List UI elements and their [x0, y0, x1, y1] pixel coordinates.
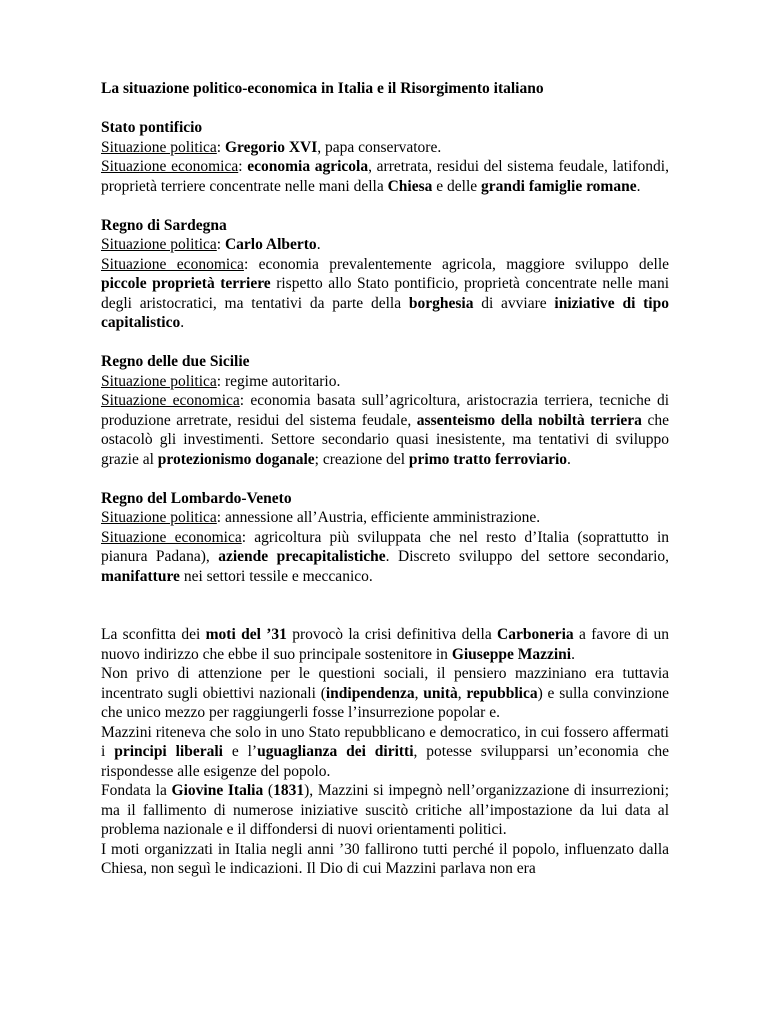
text-run: e delle — [432, 177, 482, 195]
section-stato-pontificio — [101, 118, 669, 196]
essay-body — [101, 625, 669, 879]
essay-paragraph — [101, 781, 669, 840]
key-term: Carlo Alberto — [224, 236, 317, 253]
key-term: repubblica — [466, 684, 538, 702]
text-run: e l’ — [222, 743, 258, 760]
situazione-politica — [101, 372, 669, 392]
text-run: : annessione all’Austria, efficiente amministrazione. — [216, 509, 541, 526]
key-term: Chiesa — [387, 177, 433, 195]
text-run: , arretrata, residui del sistema feudale, latifondi, proprietà terriere concentrate nelle mani della — [101, 158, 669, 195]
text-run: La sconfitta dei — [101, 626, 206, 643]
key-term: 1831 — [273, 782, 305, 799]
politica-label: Situazione politica — [101, 236, 217, 253]
politica-label: Situazione politica — [101, 372, 217, 390]
text-run: : economia basata sull’agricoltura, aristocrazia terriera, tecniche di produzione arretrate, residui del sistema feudale, — [101, 392, 669, 429]
section-regno-di-sardegna — [101, 216, 669, 333]
text-run: . — [180, 314, 185, 331]
economica-label: Situazione economica — [101, 392, 240, 409]
section-heading: Regno di Sardegna — [101, 216, 227, 234]
text-run: a favore di un nuovo indirizzo che ebbe il suo principale sostenitore in — [101, 626, 669, 663]
key-term: iniziative di tipo capitalistico — [101, 294, 669, 331]
essay-paragraph — [101, 664, 669, 723]
economica-label: Situazione economica — [101, 255, 244, 273]
text-run: , papa conservatore. — [317, 138, 442, 156]
situazione-economica — [101, 528, 669, 587]
situazione-economica — [101, 255, 669, 333]
text-run: : economia prevalentemente agricola, maggiore sviluppo delle — [243, 255, 669, 273]
text-run: : regime autoritario. — [216, 372, 341, 390]
text-run: Non privo di attenzione per le questioni sociali, il pensiero mazziniano era tuttavia incentrato sugli obiettivi nazionali ( — [101, 665, 669, 702]
section-heading: Regno del Lombardo-Veneto — [101, 489, 292, 507]
key-term: assenteismo della nobiltà terriera — [416, 411, 642, 429]
section-heading: Stato pontificio — [101, 119, 203, 136]
situazione-politica — [101, 138, 669, 158]
text-run: . — [636, 177, 641, 195]
text-run: . — [567, 450, 571, 468]
key-term: piccole proprietà terriere — [101, 275, 271, 292]
section-heading: Regno delle due Sicilie — [101, 353, 250, 370]
text-run: di avviare — [473, 294, 555, 312]
text-run: Fondata la — [101, 782, 172, 799]
key-term: protezionismo doganale — [157, 450, 315, 468]
document-title: La situazione politico-economica in Italia e il Risorgimento italiano — [101, 80, 544, 97]
key-term: Giovine Italia — [171, 782, 264, 799]
key-term: primo tratto ferroviario — [408, 450, 568, 468]
key-term: indipendenza — [325, 684, 415, 702]
text-run: . Discreto sviluppo del settore secondario, — [385, 548, 670, 565]
text-run: ) e sulla convinzione che unico mezzo per raggiungerli fosse l’insurrezione popolar e. — [101, 684, 669, 721]
text-run: che ostacolò gli investimenti. Settore secondario quasi inesistente, ma tentativi di sviluppo grazie al — [101, 411, 669, 468]
situazione-economica — [101, 391, 669, 469]
text-run: : — [238, 158, 248, 175]
text-run: , — [414, 684, 424, 702]
economica-label: Situazione economica — [101, 158, 239, 175]
text-run: ( — [263, 782, 274, 799]
key-term: uguaglianza dei diritti — [257, 743, 414, 760]
text-run: , — [457, 684, 467, 702]
key-term: unità — [423, 684, 458, 702]
key-term: borghesia — [408, 294, 474, 312]
text-run: : agricoltura più sviluppata che nel resto d’Italia (soprattutto in pianura Padana), — [101, 528, 669, 565]
key-term: Gregorio XVI — [224, 138, 318, 156]
section-regno-delle-due-sicilie — [101, 352, 669, 469]
text-run: Mazzini riteneva che solo in uno Stato repubblicano e democratico, in cui fossero affermati i — [101, 723, 669, 760]
economica-label: Situazione economica — [101, 528, 242, 546]
key-term: economia agricola — [247, 158, 369, 175]
situazione-politica — [101, 508, 669, 528]
key-term: manifatture — [101, 567, 180, 585]
essay-paragraph — [101, 723, 669, 782]
text-run: : — [216, 138, 225, 156]
politica-label: Situazione politica — [101, 138, 217, 156]
section-regno-del-lombardo-veneto — [101, 489, 669, 587]
key-term: grandi famiglie romane — [481, 177, 637, 195]
text-run: provocò la crisi definitiva della — [286, 626, 498, 643]
text-run: : — [216, 236, 225, 253]
text-run: . — [316, 236, 321, 253]
key-term: Carboneria — [497, 626, 574, 643]
key-term: Giuseppe Mazzini — [451, 645, 572, 663]
essay-paragraph — [101, 625, 669, 664]
politica-label: Situazione politica — [101, 509, 217, 526]
text-run: nei settori tessile e meccanico. — [179, 567, 373, 585]
text-run: ), Mazzini si impegnò nell’organizzazione di insurrezioni; ma il fallimento di numerose iniziative suscitò critiche all’impostazione da lui data al problema nazionale e il diffondersi di nuovi orientamenti politici. — [101, 782, 670, 838]
essay-paragraph — [101, 840, 669, 879]
text-run: rispetto allo Stato pontificio, proprietà concentrate nelle mani degli aristocratici, ma tentativi da parte della — [101, 275, 669, 312]
situazione-economica — [101, 157, 669, 196]
situazione-politica — [101, 235, 669, 255]
key-term: aziende precapitalistiche — [218, 548, 386, 565]
text-run: . — [571, 645, 575, 663]
text-run: I moti organizzati in Italia negli anni ’30 fallirono tutti perché il popolo, influenzato dalla Chiesa, non seguì le indicazioni. Il Dio di cui Mazzini parlava non era — [101, 840, 669, 877]
key-term: moti del ’31 — [205, 626, 287, 643]
text-run: ; creazione del — [314, 450, 409, 468]
key-term: principi liberali — [114, 743, 223, 760]
text-run: , potesse svilupparsi un’economia che rispondesse alle esigenze del popolo. — [101, 743, 670, 780]
